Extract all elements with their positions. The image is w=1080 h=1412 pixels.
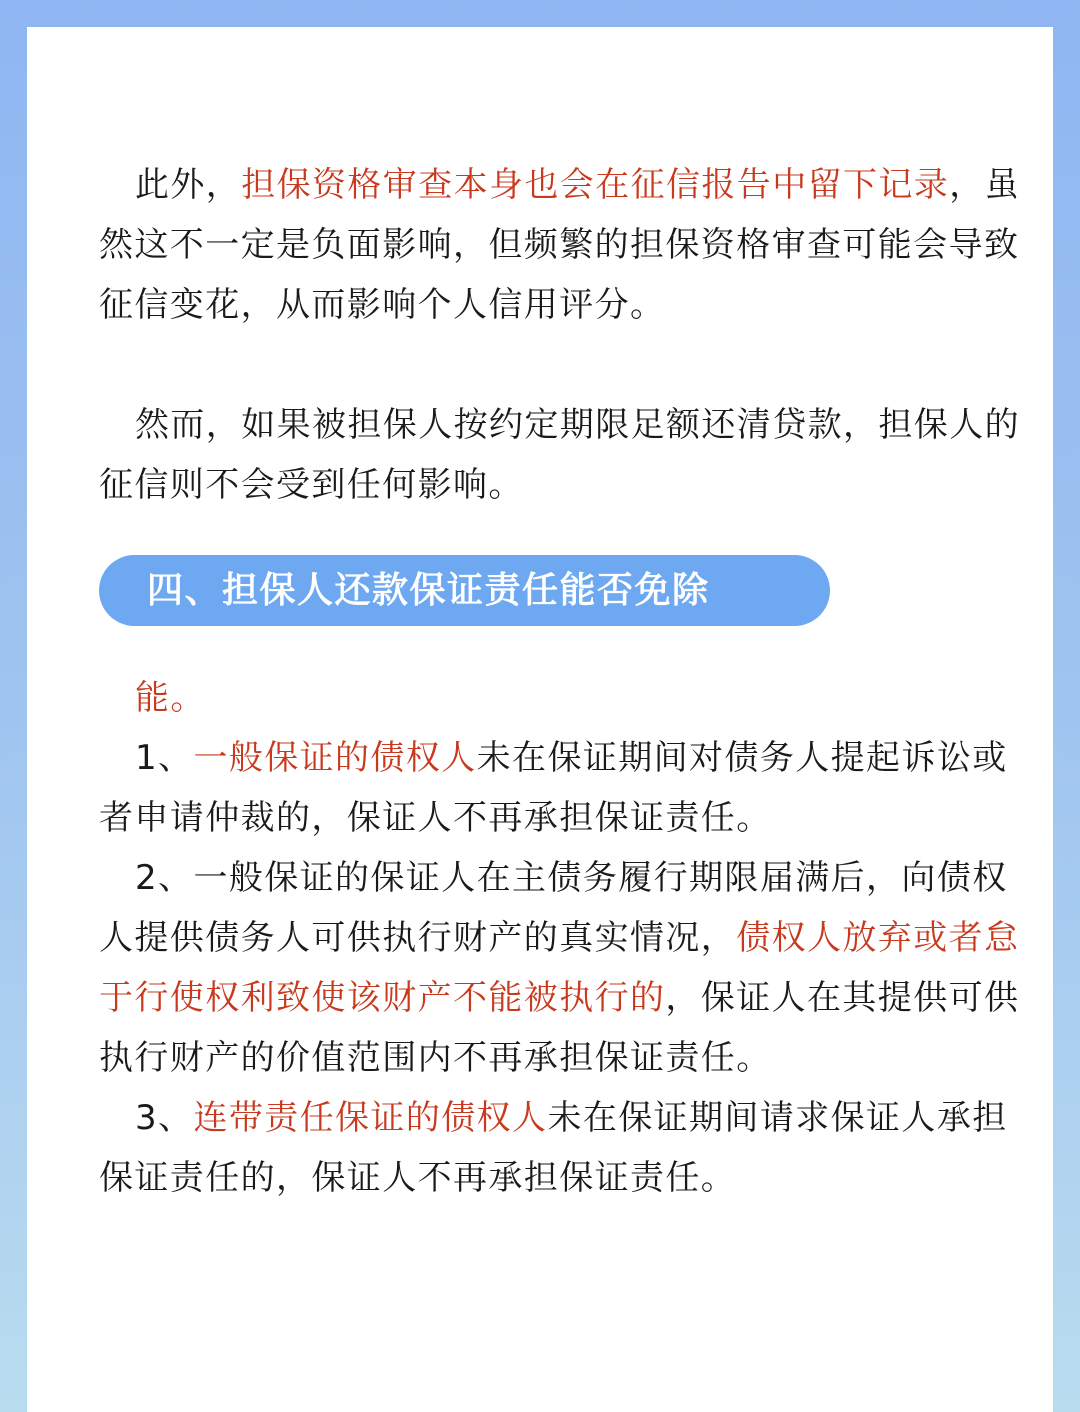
paragraph-credit-record [99,155,1039,335]
para2-text: 然而，如果被担保人按约定期限足额还清贷款，担保人的征信则不会受到任何影响。 [99,405,1020,505]
para1-rest: ，虽然这不一定是负面影响，但频繁的担保资格审查可能会导致征信变花，从而影响个人信用评分。 [99,165,1021,325]
article-body [99,155,1039,1208]
spacer [99,515,1039,555]
list-item-1 [99,728,1039,848]
list-item-2 [99,848,1039,1088]
item2-lead: 一般保证的保证人在主债务履行期限届满后，向债权人提供债务人可供执行财产的真实情况， [99,858,1008,958]
item3-highlight: 连带责任保证的债权人 [193,1098,548,1138]
para1-lead: 此外， [135,165,242,205]
item1-rest: 未在保证期间对债务人提起诉讼或者申请仲裁的，保证人不再承担保证责任。 [99,738,1008,838]
paragraph-repayment [99,395,1039,515]
para1-highlight: 担保资格审查本身也会在征信报告中留下记录 [241,165,950,205]
spacer [99,626,1039,668]
list-item-3 [99,1088,1039,1208]
content-card [27,27,1053,1412]
item1-number: 1、 [135,738,194,778]
item3-number: 3、 [135,1098,194,1138]
spacer [99,335,1039,395]
item2-rest: ，保证人在其提供可供执行财产的价值范围内不再承担保证责任。 [99,978,1020,1078]
answer-text: 能。 [135,678,206,718]
section-heading: 四、担保人还款保证责任能否免除 [99,555,830,626]
item1-highlight: 一般保证的债权人 [193,738,477,778]
item2-number: 2、 [135,858,194,898]
item3-rest: 未在保证期间请求保证人承担保证责任的，保证人不再承担保证责任。 [99,1098,1008,1198]
item2-highlight: 债权人放弃或者怠于行使权利致使该财产不能被执行的 [99,918,1020,1018]
